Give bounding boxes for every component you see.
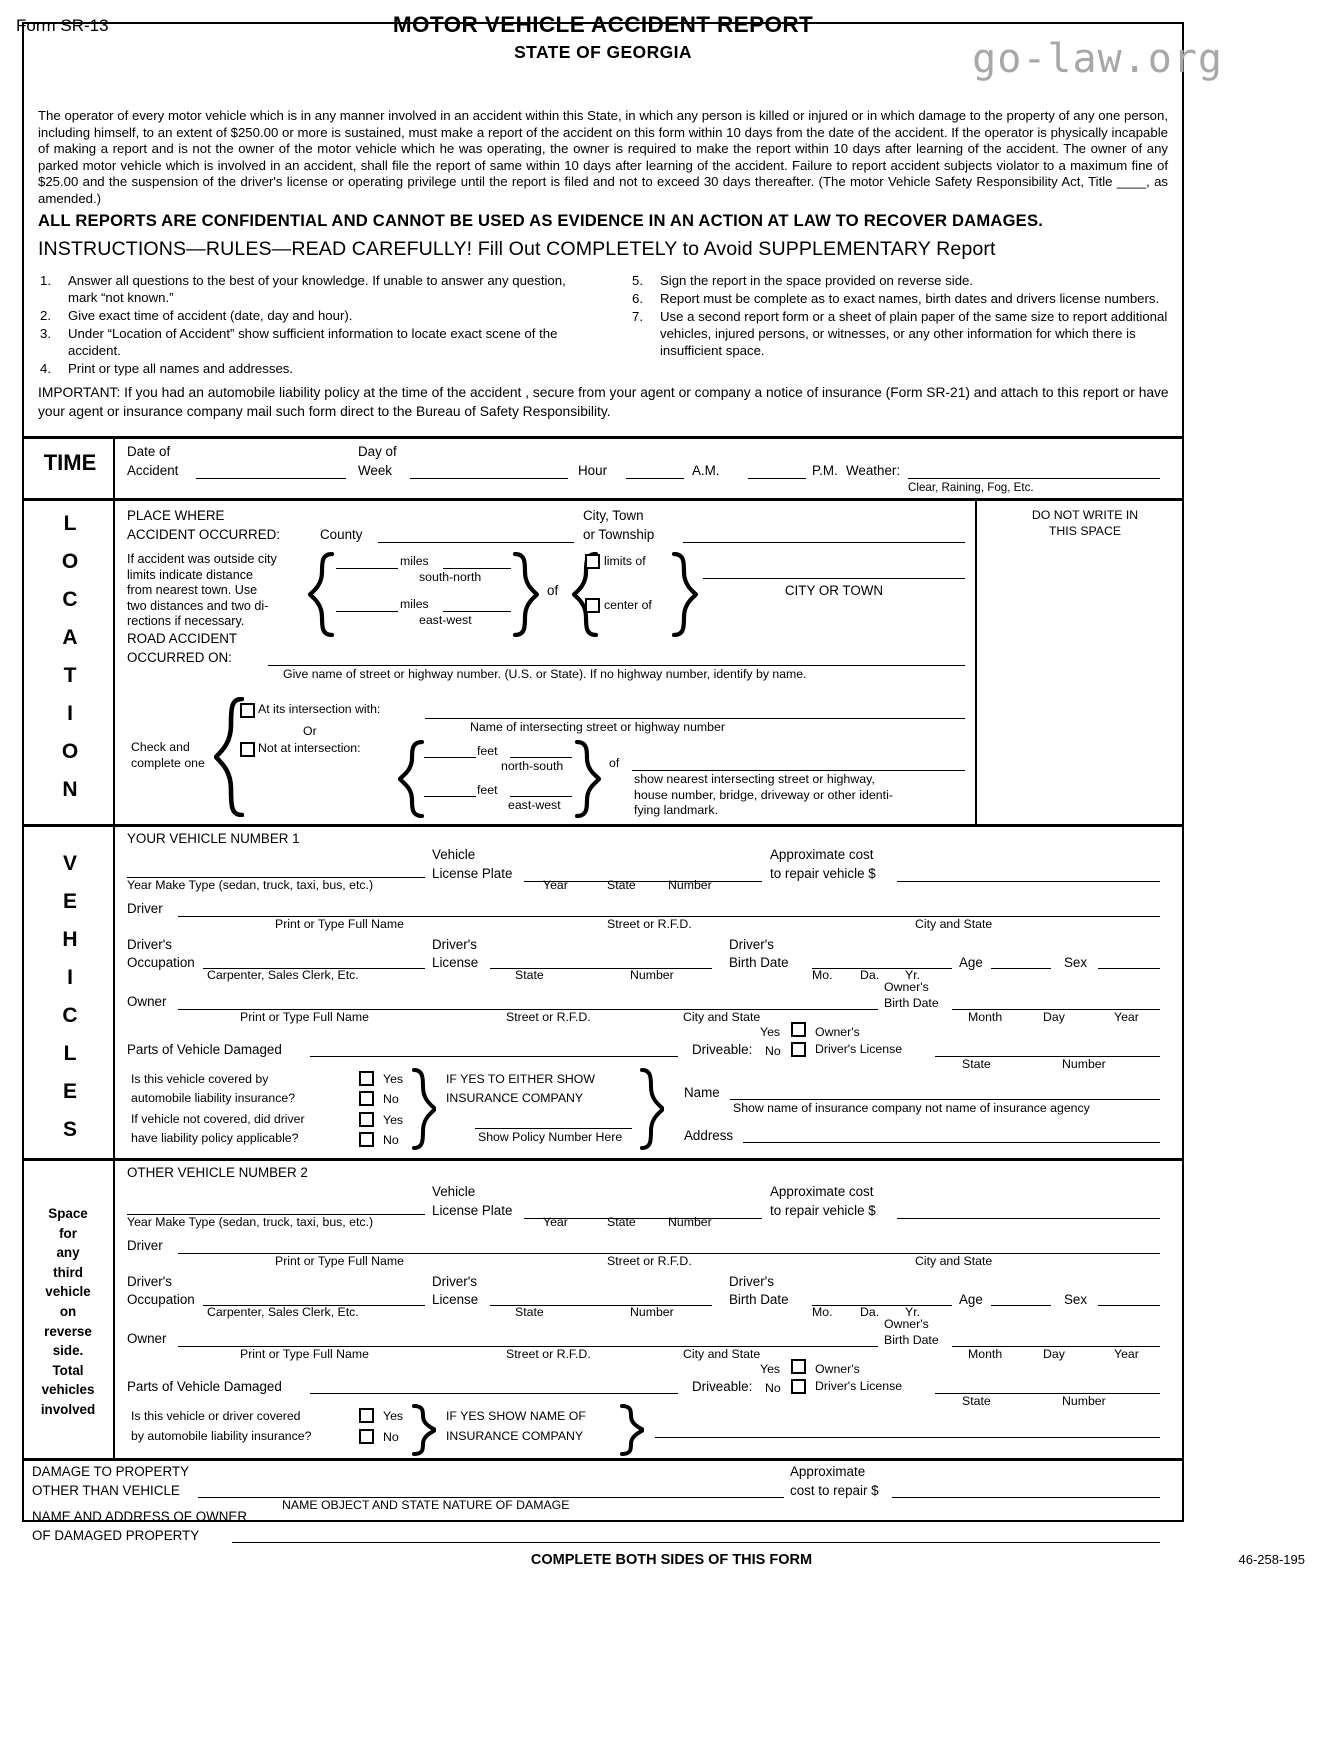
form-number: Form SR-13 (16, 16, 109, 35)
not-at-intersection-label: Not at intersection: (258, 741, 361, 755)
if-yes-either-line1: IF YES TO EITHER SHOW (446, 1072, 595, 1086)
weather-hint: Clear, Raining, Fog, Etc. (908, 481, 1034, 494)
drivers-label-a1: Driver's (127, 937, 172, 952)
location-letter: L (63, 512, 77, 535)
location-section-label (30, 505, 110, 809)
occupation-hint-2: Carpenter, Sales Clerk, Etc. (207, 1305, 359, 1319)
city-state-hint-1: City and State (915, 917, 993, 931)
lic-state-hint-1: State (515, 968, 544, 982)
city-town-label: City, Town (583, 508, 644, 523)
page-title: MOTOR VEHICLE ACCIDENT REPORT (392, 12, 814, 37)
year-hint-2: Year (1114, 1347, 1139, 1361)
sex-label-1: Sex (1064, 955, 1088, 970)
print-full-name-hint-o1: Print or Type Full Name (240, 1010, 369, 1024)
lic-number-hint-1: Number (630, 968, 674, 982)
plate-number-label-1: Number (668, 878, 712, 892)
rule-item (630, 308, 1170, 359)
city-township-input[interactable] (683, 542, 965, 543)
or-township-label: or Township (583, 527, 655, 542)
vehicle2-title: OTHER VEHICLE NUMBER 2 (127, 1165, 308, 1180)
parts-damaged-label-1: Parts of Vehicle Damaged (127, 1042, 282, 1057)
location-letter: T (63, 664, 77, 687)
outside-note-line: rections if necessary. (127, 614, 245, 629)
ins-q2-line1: If vehicle not covered, did driver (131, 1112, 305, 1126)
city-or-town-input[interactable] (703, 578, 965, 579)
divider-time-top (22, 436, 1184, 439)
outside-note-line: If accident was outside city (127, 552, 277, 566)
rule-item (38, 307, 598, 324)
brace-distance-left (308, 552, 334, 637)
license-plate-label-2: License Plate (432, 1203, 513, 1218)
driver-label-2: Driver (127, 1238, 163, 1253)
approx-cost-label-1: Approximate cost (770, 847, 874, 862)
checkbox-limits-of[interactable] (585, 554, 600, 569)
yes-label-ins2: Yes (383, 1113, 404, 1127)
rule-text: Use a second report form or a sheet of plain paper of the same size to report additional vehicles, injured persons, or witnesses, or any other information for which there is insufficient space. (660, 309, 1168, 358)
confidential-notice: ALL REPORTS ARE CONFIDENTIAL AND CANNOT BE USED AS EVIDENCE IN AN ACTION AT LAW TO RECOVER DAMAGES. (38, 211, 1044, 230)
vehicle2-parts-damaged-input[interactable] (310, 1393, 678, 1394)
owners-dl-label-b2: Driver's License (815, 1379, 903, 1393)
side-note-line: Total (52, 1362, 84, 1378)
divider-donotwrite (975, 498, 977, 824)
insurance-address-input[interactable] (743, 1142, 1160, 1143)
brace-insurance-2-right (620, 1404, 644, 1456)
south-north-label: south-north (419, 570, 482, 584)
side-note-line: on (59, 1303, 77, 1319)
at-intersection-label: At its intersection with: (258, 702, 381, 716)
day-of-label: Day of (358, 444, 397, 459)
yr-hint-1: Yr. (905, 968, 921, 982)
driveable-label-1: Driveable: (692, 1042, 753, 1057)
intro-paragraph: The operator of every motor vehicle which is in any manner involved in an accident within this State, in which any person is killed or injured or in which damage to the property of any one person, including himself, to an extent of $250.00 or more is sustained, must make a report of the accident on this form within 10 days from the date of the accident. If the operator is physically incapable of making a report and is not the owner of the motor vehicle which he was operating, the owner is required to make the report within 10 days after learning of the accident. The owner of any parked motor vehicle which is involved in an accident, shall file the report of same within 10 days after learning of the accident. Failure to report accident subjects violator to a maximum fine of $25.00 and the suspension of the driver's license or operating privilege until the report is filed and not to exceed 30 days thereafter. (The motor Vehicle Safety Responsibility Act, Title ____, as amended.) (38, 108, 1168, 206)
drivers-label-b2: Driver's (432, 1274, 477, 1289)
complete-one-label: complete one (131, 756, 205, 770)
vehicles-letter: S (62, 1118, 77, 1141)
no-label-ins2: No (383, 1133, 399, 1147)
occupation-hint-1: Carpenter, Sales Clerk, Etc. (207, 968, 359, 982)
occupation-label-1: Occupation (127, 955, 195, 970)
checkbox-center-of[interactable] (585, 598, 600, 613)
owner-label-1: Owner (127, 994, 167, 1009)
owners-dl-label-a2: Owner's (815, 1362, 860, 1376)
vehicle1-sex-input[interactable] (1098, 968, 1160, 969)
side-note-line: for (59, 1225, 77, 1241)
road-name-input[interactable] (268, 665, 965, 666)
east-west-label: east-west (419, 613, 472, 627)
checkbox-driveable-no-1[interactable] (791, 1042, 806, 1057)
or-label: Or (303, 724, 317, 738)
divider-location-label (113, 498, 115, 824)
outside-note-line: two distances and two di- (127, 598, 269, 613)
day-hint-1: Day (1043, 1010, 1065, 1024)
am-label: A.M. (692, 463, 720, 478)
vehicle2-age-input[interactable] (991, 1305, 1051, 1306)
owners-label-1: Owner's (884, 980, 929, 994)
rule-text: Under “Location of Accident” show sufficient information to locate exact scene of the accident. (68, 326, 558, 358)
ins-q2-line2: have liability policy applicable? (131, 1131, 299, 1145)
intersecting-street-hint: Name of intersecting street or highway number (470, 720, 725, 734)
location-letter: C (62, 588, 78, 611)
dl-state-hint-1: State (962, 1057, 991, 1071)
checkbox-driveable-no-2[interactable] (791, 1379, 806, 1394)
owners-birth-date-label-2: Birth Date (884, 1333, 939, 1347)
feet-ns-input[interactable] (424, 757, 476, 758)
outside-note-line: from nearest town. Use (127, 583, 258, 598)
month-hint-2: Month (968, 1347, 1003, 1361)
location-letter: N (62, 778, 78, 801)
mo-hint-2: Mo. (812, 1305, 833, 1319)
owners-dl-label-a1: Owner's (815, 1025, 860, 1039)
plate-number-label-2: Number (668, 1215, 712, 1229)
rule-item (630, 290, 1170, 307)
rule-number: 3. (40, 326, 51, 341)
feet-label-1: feet (477, 744, 498, 758)
do-not-write-label-1: DO NOT WRITE IN (1031, 508, 1139, 522)
brace-insurance-1 (412, 1068, 436, 1150)
license-plate-label-1: License Plate (432, 866, 513, 881)
limits-of-label: limits of (604, 554, 646, 568)
damage-cost-input[interactable] (892, 1497, 1160, 1498)
mo-hint-1: Mo. (812, 968, 833, 982)
day-of-week-input[interactable] (410, 478, 568, 479)
ins-company-hint: Show name of insurance company not name of insurance agency (733, 1101, 1090, 1115)
direction-ns-input-2[interactable] (510, 757, 572, 758)
checkbox-ins-q1-no[interactable] (359, 1091, 374, 1106)
ins-q1-line1: Is this vehicle covered by (131, 1072, 269, 1086)
drivers-label-b1: Driver's (432, 937, 477, 952)
footer-print-code: 46-258-195 (1238, 1552, 1305, 1567)
yes-label-ins3: Yes (383, 1409, 404, 1423)
center-of-label: center of (604, 598, 652, 612)
vehicle2-sex-input[interactable] (1098, 1305, 1160, 1306)
damage-hint: NAME OBJECT AND STATE NATURE OF DAMAGE (282, 1498, 570, 1512)
hour-input[interactable] (626, 478, 684, 479)
vehicle2-birthdate-input[interactable] (812, 1305, 952, 1306)
age-label-1: Age (959, 955, 983, 970)
print-full-name-hint-o2: Print or Type Full Name (240, 1347, 369, 1361)
divider-vehicles-label (113, 824, 115, 1158)
vehicles-letter: H (62, 928, 78, 951)
rule-number: 1. (40, 273, 51, 288)
landmark-hint-line: fying landmark. (634, 803, 719, 818)
lic-state-hint-2: State (515, 1305, 544, 1319)
owner-label-2: Owner (127, 1331, 167, 1346)
no-label-ins3: No (383, 1430, 399, 1444)
plate-state-label-1: State (607, 878, 636, 892)
street-rfd-hint-o2: Street or R.F.D. (506, 1347, 591, 1361)
brace-insurance-2 (412, 1404, 436, 1456)
age-label-2: Age (959, 1292, 983, 1307)
approximate-label: Approximate (790, 1464, 866, 1479)
vehicles-letter: I (67, 966, 73, 989)
brace-insurance-1-right (640, 1068, 664, 1150)
vehicles-letter: L (63, 1042, 77, 1065)
vehicles-section-label (30, 845, 110, 1149)
owner-damaged-input[interactable] (232, 1542, 1160, 1543)
repair-cost-label-1: to repair vehicle $ (770, 866, 876, 881)
side-note-line: reverse (44, 1323, 92, 1339)
direction-sn-input[interactable] (443, 568, 511, 569)
street-rfd-hint-2: Street or R.F.D. (607, 1254, 692, 1268)
page-subtitle: STATE OF GEORGIA (514, 42, 692, 62)
time-section-label: TIME (43, 450, 97, 475)
no-label-drv1: No (765, 1044, 781, 1058)
week-label: Week (358, 463, 392, 478)
divider-vehicle2-label (113, 1158, 115, 1458)
if-yes-show-line1: IF YES SHOW NAME OF (446, 1409, 586, 1423)
brace-feet-left (398, 740, 424, 818)
plate-year-label-2: Year (543, 1215, 568, 1229)
policy-number-input[interactable] (475, 1128, 632, 1129)
side-note-line: Space (48, 1206, 88, 1221)
city-state-hint-o2: City and State (683, 1347, 761, 1361)
landmark-hint-line: show nearest intersecting street or highway, (634, 772, 875, 786)
ins-q3-line1: Is this vehicle or driver covered (131, 1409, 301, 1423)
check-and-label: Check and (131, 740, 190, 754)
occurred-on-label: OCCURRED ON: (127, 650, 232, 665)
driver-label-1: Driver (127, 901, 163, 916)
no-label-ins1: No (383, 1092, 399, 1106)
dl-number-hint-2: Number (1062, 1394, 1106, 1408)
checkbox-at-intersection[interactable] (240, 703, 255, 718)
divider-vehicles-top (22, 824, 1184, 827)
rule-number: 2. (40, 308, 51, 323)
no-label-drv2: No (765, 1381, 781, 1395)
drivers-label-c1: Driver's (729, 937, 774, 952)
miles-label: miles (400, 554, 429, 568)
owner-damaged-line2: OF DAMAGED PROPERTY (32, 1528, 200, 1543)
vehicle2-repair-cost-input[interactable] (897, 1218, 1160, 1219)
rule-number: 7. (632, 309, 643, 324)
year-hint-1: Year (1114, 1010, 1139, 1024)
of-label-2: of (609, 756, 620, 770)
checkbox-driveable-yes-1[interactable] (791, 1022, 806, 1037)
side-note-line: vehicles (41, 1382, 95, 1398)
checkbox-ins-q2-yes[interactable] (359, 1112, 374, 1127)
rule-text: Answer all questions to the best of your knowledge. If unable to answer any question, mark “not known.” (68, 273, 566, 305)
of-label-1: of (547, 583, 559, 598)
da-hint-1: Da. (860, 968, 880, 982)
checkbox-not-at-intersection[interactable] (240, 742, 255, 757)
vehicle1-title: YOUR VEHICLE NUMBER 1 (127, 831, 300, 846)
ins-q1-line2: automobile liability insurance? (131, 1091, 296, 1105)
landmark-input[interactable] (632, 770, 965, 771)
license-label-1: License (432, 955, 479, 970)
rule-item (38, 325, 598, 359)
footer-note: COMPLETE BOTH SIDES OF THIS FORM (530, 1552, 813, 1568)
driveable-label-2: Driveable: (692, 1379, 753, 1394)
rules-left-column (38, 272, 598, 378)
owners-dl-label-b1: Driver's License (815, 1042, 903, 1056)
rule-number: 6. (632, 291, 643, 306)
sex-label-2: Sex (1064, 1292, 1088, 1307)
da-hint-2: Da. (860, 1305, 880, 1319)
direction-ew-input[interactable] (443, 611, 511, 612)
do-not-write-label-2: THIS SPACE (1048, 524, 1122, 538)
side-note-line: vehicle (45, 1284, 91, 1300)
checkbox-ins-q3-no[interactable] (359, 1429, 374, 1444)
county-label: County (320, 527, 363, 542)
vehicles-letter: E (62, 1080, 77, 1103)
vehicles-letter: V (62, 852, 77, 875)
dl-number-hint-1: Number (1062, 1057, 1106, 1071)
pm-input[interactable] (748, 478, 806, 479)
dl-state-hint-2: State (962, 1394, 991, 1408)
rule-text: Give exact time of accident (date, day and hour). (68, 308, 353, 323)
rule-text: Report must be complete as to exact names, birth dates and drivers license numbers. (660, 291, 1160, 306)
important-notice: IMPORTANT: If you had an automobile liability policy at the time of the accident , secure from your agent or company a notice of insurance (Form SR-21) and attach to this report or have your agent or insurance company mail such form direct to the Bureau of Safety Responsibility. (38, 385, 1169, 419)
cost-to-repair-label: cost to repair $ (790, 1483, 879, 1498)
feet-label-2: feet (477, 783, 498, 797)
street-rfd-hint-1: Street or R.F.D. (607, 917, 692, 931)
divider-damage-top (22, 1458, 1184, 1461)
divider-time-label (113, 436, 115, 498)
brace-feet-right (575, 740, 601, 818)
rule-number: 4. (40, 361, 51, 376)
checkbox-ins-q3-yes[interactable] (359, 1408, 374, 1423)
ins-q3-line2: by automobile liability insurance? (131, 1429, 312, 1443)
owners-label-2: Owner's (884, 1317, 929, 1331)
east-west-label-2: east-west (508, 798, 561, 812)
rule-text: Sign the report in the space provided on reverse side. (660, 273, 974, 288)
outside-note-line: limits indicate distance (127, 567, 253, 582)
approx-cost-label-2: Approximate cost (770, 1184, 874, 1199)
insurance-name-input[interactable] (730, 1099, 1160, 1100)
intersecting-street-input[interactable] (425, 718, 965, 719)
rule-item (38, 272, 598, 306)
owners-birth-date-label-1: Birth Date (884, 996, 939, 1010)
checkbox-ins-q1-yes[interactable] (359, 1071, 374, 1086)
location-letter: O (61, 740, 79, 763)
accident-label: Accident (127, 463, 179, 478)
watermark-text: go-law.org (972, 36, 1223, 82)
instructions-heading: INSTRUCTIONS—RULES—READ CAREFULLY! Fill Out COMPLETELY to Avoid SUPPLEMENTARY Report (38, 238, 996, 260)
city-state-hint-o1: City and State (683, 1010, 761, 1024)
yes-label-ins1: Yes (383, 1072, 404, 1086)
place-where-label: PLACE WHERE (127, 508, 225, 523)
weather-label: Weather: (846, 463, 901, 478)
rule-item (38, 360, 598, 377)
vehicle-label-1: Vehicle (432, 847, 476, 862)
vehicles-letter: E (62, 890, 77, 913)
plate-year-label-1: Year (543, 878, 568, 892)
divider-location-top (22, 498, 1184, 501)
drivers-label-c2: Driver's (729, 1274, 774, 1289)
side-note-line: third (53, 1264, 83, 1280)
print-full-name-hint-1: Print or Type Full Name (275, 917, 404, 931)
accident-occurred-label: ACCIDENT OCCURRED: (127, 527, 281, 542)
yes-label-drv2: Yes (760, 1362, 781, 1376)
damage-property-line1: DAMAGE TO PROPERTY (32, 1464, 190, 1479)
if-yes-either-line2: INSURANCE COMPANY (446, 1091, 584, 1105)
location-letter: O (61, 550, 79, 573)
location-letter: A (62, 626, 78, 649)
occupation-label-2: Occupation (127, 1292, 195, 1307)
lic-number-hint-2: Number (630, 1305, 674, 1319)
brace-distance-right (513, 552, 539, 637)
direction-ew-input-2[interactable] (510, 796, 572, 797)
vehicle-label-2: Vehicle (432, 1184, 476, 1199)
give-name-hint: Give name of street or highway number. (U.S. or State). If no highway number, identify by name. (283, 667, 807, 681)
miles-label-2: miles (400, 597, 429, 611)
third-vehicle-note (24, 1204, 112, 1420)
outside-city-note (127, 552, 307, 630)
insurance-name-label: Name (684, 1085, 720, 1100)
side-note-line: side. (52, 1343, 84, 1359)
print-full-name-hint-2: Print or Type Full Name (275, 1254, 404, 1268)
checkbox-ins-q2-no[interactable] (359, 1132, 374, 1147)
miles-sn-input[interactable] (336, 568, 398, 569)
vehicle2-insurance-company-input[interactable] (655, 1437, 1160, 1438)
vehicle1-birthdate-input[interactable] (812, 968, 952, 969)
city-or-town-label: CITY OR TOWN (784, 583, 884, 598)
vehicle1-parts-damaged-input[interactable] (310, 1056, 678, 1057)
vehicle1-age-input[interactable] (991, 968, 1051, 969)
month-hint-1: Month (968, 1010, 1003, 1024)
weather-input[interactable] (908, 478, 1160, 479)
north-south-label: north-south (501, 759, 564, 773)
street-rfd-hint-o1: Street or R.F.D. (506, 1010, 591, 1024)
day-hint-2: Day (1043, 1347, 1065, 1361)
yes-label-drv1: Yes (760, 1025, 781, 1039)
miles-ew-input[interactable] (336, 611, 398, 612)
license-label-2: License (432, 1292, 479, 1307)
show-policy-hint: Show Policy Number Here (478, 1130, 623, 1144)
location-letter: I (67, 702, 73, 725)
plate-state-label-2: State (607, 1215, 636, 1229)
pm-label: P.M. (812, 463, 838, 478)
city-state-hint-2: City and State (915, 1254, 993, 1268)
year-make-type-hint-2: Year Make Type (sedan, truck, taxi, bus, etc.) (127, 1215, 374, 1229)
owner-damaged-line1: NAME AND ADDRESS OF OWNER (32, 1509, 248, 1524)
date-of-accident-input[interactable] (196, 478, 346, 479)
landmark-hint (634, 772, 893, 819)
side-note-line: involved (40, 1401, 96, 1417)
rule-item (630, 272, 1170, 289)
insurance-address-label: Address (684, 1128, 734, 1143)
rules-right-column (630, 272, 1170, 360)
repair-cost-label-2: to repair vehicle $ (770, 1203, 876, 1218)
parts-damaged-label-2: Parts of Vehicle Damaged (127, 1379, 282, 1394)
vehicle1-repair-cost-input[interactable] (897, 881, 1160, 882)
checkbox-driveable-yes-2[interactable] (791, 1359, 806, 1374)
vehicles-letter: C (62, 1004, 78, 1027)
rule-number: 5. (632, 273, 643, 288)
yr-hint-2: Yr. (905, 1305, 921, 1319)
rule-text: Print or type all names and addresses. (68, 361, 294, 376)
county-input[interactable] (378, 542, 574, 543)
divider-vehicle2-top (22, 1158, 1184, 1161)
hour-label: Hour (578, 463, 608, 478)
road-accident-label: ROAD ACCIDENT (127, 631, 238, 646)
if-yes-show-line2: INSURANCE COMPANY (446, 1429, 584, 1443)
drivers-label-a2: Driver's (127, 1274, 172, 1289)
landmark-hint-line: house number, bridge, driveway or other identi- (634, 787, 893, 802)
birth-date-label-1: Birth Date (729, 955, 789, 970)
damage-property-line2: OTHER THAN VEHICLE (32, 1483, 180, 1498)
brace-limits-right (672, 552, 698, 637)
date-of-label: Date of (127, 444, 171, 459)
birth-date-label-2: Birth Date (729, 1292, 789, 1307)
year-make-type-hint-1: Year Make Type (sedan, truck, taxi, bus, etc.) (127, 878, 374, 892)
side-note-line: any (56, 1245, 80, 1261)
feet-ew-input[interactable] (424, 796, 476, 797)
